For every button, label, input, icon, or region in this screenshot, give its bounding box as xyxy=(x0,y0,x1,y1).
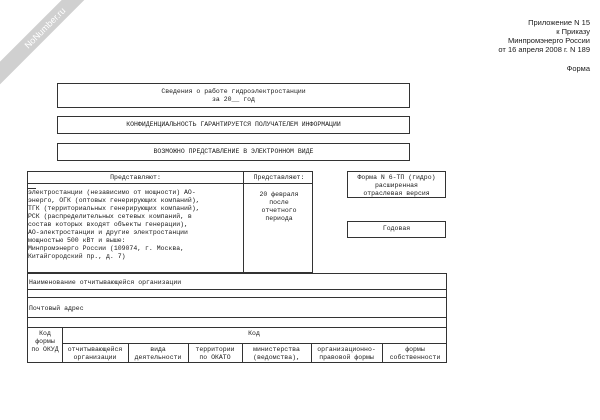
column-line: вида xyxy=(150,346,166,353)
submitters-header-divider xyxy=(28,183,312,184)
code-column-legal-form xyxy=(311,346,382,362)
who-line: энерго, ОГК (оптовых генерирующих компаний), xyxy=(28,197,200,204)
form-title-line-2: за 20__ год xyxy=(212,96,255,103)
column-line: по ОКАТО xyxy=(199,354,231,361)
column-line: правовой формы xyxy=(319,354,374,361)
electronic-submission-box xyxy=(57,143,410,161)
submitters-who-list xyxy=(28,189,242,261)
submitters-who-header: Представляют: xyxy=(110,174,161,181)
who-line: Минпромэнерго России (109074, г. Москва, xyxy=(28,245,185,252)
column-line: формы xyxy=(405,346,425,353)
column-line: территории xyxy=(195,346,235,353)
who-line: ТГК (территориальных генерирующих компаний), xyxy=(28,205,200,212)
submitters-table xyxy=(27,171,313,273)
okud-line: по ОКУД xyxy=(31,346,59,353)
periodicity-text: Годовая xyxy=(382,225,411,232)
code-column-ministry xyxy=(242,346,311,362)
column-line: деятельности xyxy=(134,354,182,361)
row-divider xyxy=(28,327,446,328)
deadline-line: периода xyxy=(265,215,293,222)
submitters-when-header: Представляют: xyxy=(253,174,305,181)
column-line: организации xyxy=(73,354,117,361)
periodicity-box xyxy=(347,221,446,238)
who-line: состав которых входят объекты генерации), xyxy=(28,221,188,228)
who-line: АО-электростанции и другие электростанции xyxy=(28,229,188,236)
row-divider xyxy=(28,289,446,290)
who-line: электростанции (независимо от мощности) АО- xyxy=(28,189,196,196)
code-column-ownership xyxy=(382,346,448,362)
form-title-box xyxy=(57,83,410,108)
confidentiality-text: КОНФИДЕНЦИАЛЬНОСТЬ ГАРАНТИРУЕТСЯ ПОЛУЧАТЕЛЕМ ИНФОРМАЦИИ xyxy=(126,121,341,128)
deadline-line: после xyxy=(269,199,289,206)
confidentiality-box xyxy=(57,116,410,134)
who-line: мощностью 500 кВт и выше: xyxy=(28,237,126,244)
okud-line: Код xyxy=(39,330,51,337)
column-line: отчитывающейся xyxy=(67,346,123,353)
appendix-line-3: Минпромэнерго России xyxy=(508,36,590,45)
column-line: собственности xyxy=(389,354,441,361)
deadline-line: 20 февраля xyxy=(259,191,299,198)
postal-address-label: Почтовый адрес xyxy=(29,305,84,312)
code-column-activity xyxy=(128,346,188,362)
code-column-okato xyxy=(188,346,242,362)
electronic-submission-text: ВОЗМОЖНО ПРЕДСТАВЛЕНИЕ В ЭЛЕКТРОННОМ ВИДЕ xyxy=(153,148,314,155)
form-title-line-1: Сведения о работе гидроэлектростанции xyxy=(161,88,306,95)
okud-line: формы xyxy=(35,338,55,345)
form-number-line-1: Форма N 6-ТП (гидро) xyxy=(357,174,436,181)
code-group-header: Код xyxy=(248,330,260,337)
okud-code-header xyxy=(28,330,62,354)
organization-name-label: Наименование отчитывающейся организации xyxy=(29,279,182,286)
code-subheader-divider xyxy=(62,343,446,344)
column-line: (ведомства), xyxy=(253,354,300,361)
code-column-reporting-org xyxy=(62,346,128,362)
appendix-reference xyxy=(498,18,590,54)
deadline-line: отчетного xyxy=(261,207,297,214)
who-line: РСК (распределительных сетевых компаний, в xyxy=(28,213,192,220)
appendix-line-1: Приложение N 15 xyxy=(528,18,590,27)
who-line: Китайгородский пр., д. 7) xyxy=(28,253,126,260)
appendix-line-2: к Приказу xyxy=(556,27,590,36)
submission-deadline xyxy=(244,191,314,223)
column-line: министерства xyxy=(253,346,300,353)
form-number-box xyxy=(347,171,446,198)
forma-label: Форма xyxy=(566,64,590,73)
form-number-line-2: расширенная xyxy=(375,182,418,189)
column-line: организационно- xyxy=(317,346,376,353)
row-divider xyxy=(28,317,446,318)
appendix-line-4: от 16 апреля 2008 г. N 189 xyxy=(498,45,590,54)
form-number-line-3: отраслевая версия xyxy=(363,190,430,197)
row-divider xyxy=(28,297,446,298)
organization-codes-table xyxy=(27,273,447,363)
watermark-ribbon: NoNumber.ru xyxy=(0,0,104,87)
